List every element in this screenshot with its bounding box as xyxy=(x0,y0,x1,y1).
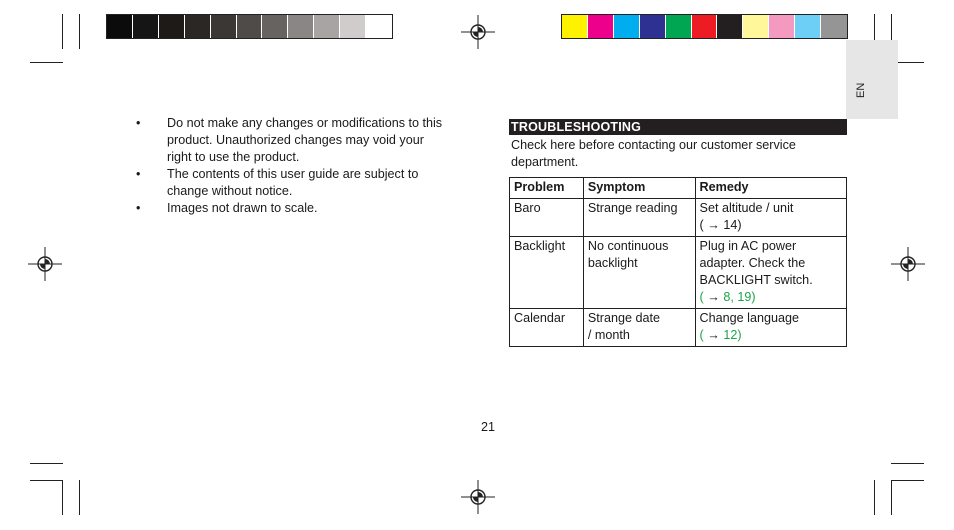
process-color-bar xyxy=(561,14,848,39)
cell-problem: Backlight xyxy=(510,237,584,309)
color-swatch xyxy=(366,15,392,38)
cell-symptom xyxy=(583,199,695,237)
color-swatch xyxy=(562,15,588,38)
bullet-line: The contents of this user guide are subject to xyxy=(167,167,419,181)
bullet-line: product. Unauthorized changes may void your xyxy=(167,133,424,147)
page-number: 21 xyxy=(481,420,496,434)
page-reference xyxy=(700,217,842,234)
bullet-line: Do not make any changes or modifications to this xyxy=(167,116,443,130)
color-swatch xyxy=(237,15,263,38)
color-swatch xyxy=(314,15,340,38)
remedy-line: Set altitude / unit xyxy=(699,201,794,215)
color-swatch xyxy=(185,15,211,38)
color-swatch xyxy=(717,15,743,38)
arrow-right-icon: → xyxy=(707,218,720,232)
remedy-line: Plug in AC power xyxy=(699,239,797,253)
registration-mark-bottom-icon xyxy=(461,480,495,514)
page-reference xyxy=(700,327,842,344)
color-swatch xyxy=(692,15,718,38)
cell-remedy xyxy=(695,237,846,309)
list-item xyxy=(136,166,466,200)
arrow-right-icon: → xyxy=(707,328,720,342)
symptom-line: Strange reading xyxy=(587,201,678,215)
bullet-line: change without notice. xyxy=(167,184,293,198)
color-swatch xyxy=(211,15,237,38)
header-remedy: Remedy xyxy=(695,178,846,199)
grayscale-bar xyxy=(106,14,393,39)
intro-line: Check here before contacting our customer service xyxy=(511,138,796,152)
registration-mark-right-icon xyxy=(891,247,925,281)
bullet-marker: • xyxy=(136,116,141,130)
remedy-line: Change language xyxy=(699,311,799,325)
color-swatch xyxy=(133,15,159,38)
table-row xyxy=(510,199,847,237)
registration-mark-left-icon xyxy=(28,247,62,281)
ref-pages: 12) xyxy=(723,328,742,342)
troubleshooting-table xyxy=(509,177,847,347)
cell-remedy xyxy=(695,199,846,237)
cell-remedy xyxy=(695,309,846,347)
color-swatch xyxy=(640,15,666,38)
arrow-right-icon: → xyxy=(707,290,720,304)
page-reference xyxy=(700,289,842,306)
symptom-line: / month xyxy=(587,328,630,342)
remedy-line: adapter. Check the xyxy=(699,256,806,270)
cell-symptom xyxy=(583,237,695,309)
table-row xyxy=(510,309,847,347)
list-item xyxy=(136,115,466,166)
symptom-line: No continuous xyxy=(587,239,669,253)
remedy-line: BACKLIGHT switch. xyxy=(699,273,813,287)
color-swatch xyxy=(666,15,692,38)
header-problem: Problem xyxy=(510,178,584,199)
ref-open: ( xyxy=(699,290,704,304)
table-header-row xyxy=(510,178,847,199)
color-swatch xyxy=(769,15,795,38)
bullet-line: right to use the product. xyxy=(167,150,300,164)
symptom-line: backlight xyxy=(587,256,638,270)
table-row xyxy=(510,237,847,309)
cell-problem: Calendar xyxy=(510,309,584,347)
color-swatch xyxy=(743,15,769,38)
list-item xyxy=(136,200,466,217)
color-swatch xyxy=(288,15,314,38)
symptom-line: Strange date xyxy=(587,311,661,325)
bullet-marker: • xyxy=(136,167,141,181)
color-swatch xyxy=(340,15,366,38)
ref-open: ( xyxy=(699,218,704,232)
color-swatch xyxy=(159,15,185,38)
ref-open: ( xyxy=(699,328,704,342)
ref-pages: 8, 19) xyxy=(723,290,756,304)
section-intro xyxy=(511,137,841,171)
color-swatch xyxy=(107,15,133,38)
color-swatch xyxy=(588,15,614,38)
color-swatch xyxy=(795,15,821,38)
registration-mark-top-icon xyxy=(461,15,495,49)
cell-symptom xyxy=(583,309,695,347)
section-title: TROUBLESHOOTING xyxy=(509,119,847,135)
language-tab xyxy=(846,40,898,119)
bullet-marker: • xyxy=(136,201,141,215)
header-symptom: Symptom xyxy=(583,178,695,199)
color-swatch xyxy=(821,15,847,38)
ref-pages: 14) xyxy=(723,218,742,232)
bullet-line: Images not drawn to scale. xyxy=(167,201,318,215)
color-swatch xyxy=(262,15,288,38)
color-swatch xyxy=(614,15,640,38)
language-tab-label: EN xyxy=(855,82,867,98)
notice-bullet-list xyxy=(136,115,466,217)
intro-line: department. xyxy=(511,155,579,169)
cell-problem: Baro xyxy=(510,199,584,237)
